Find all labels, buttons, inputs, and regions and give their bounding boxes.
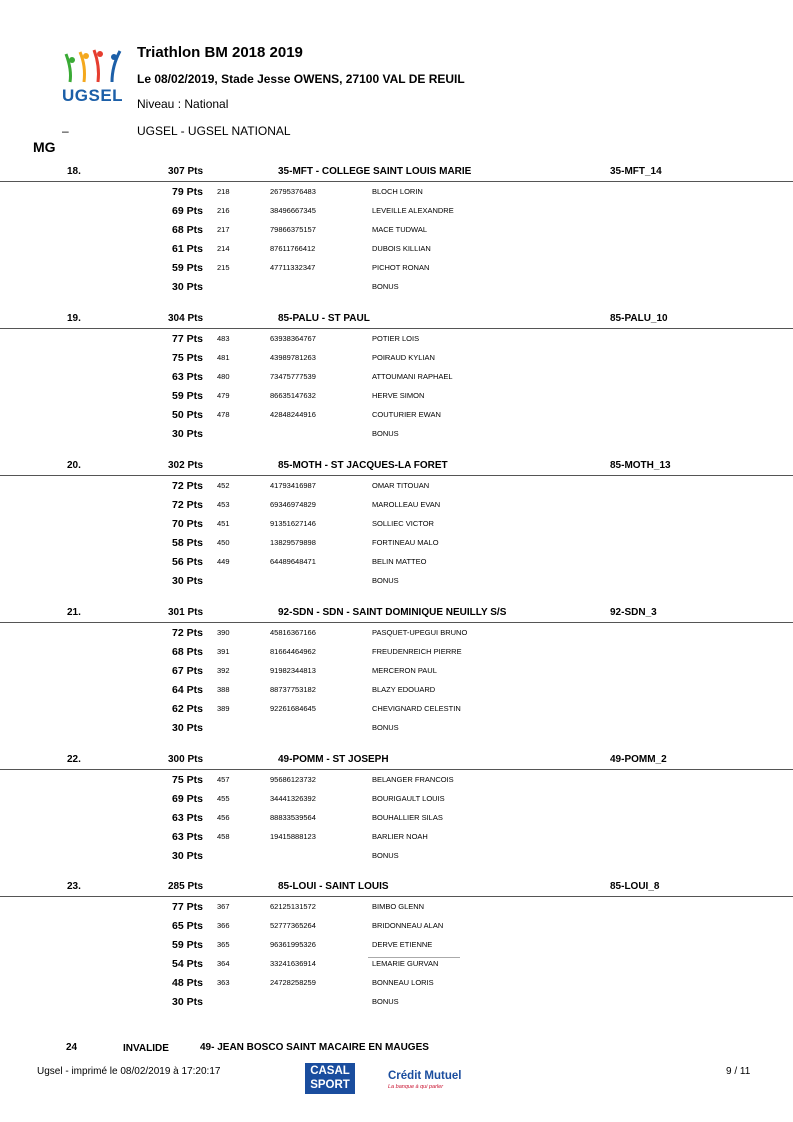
- athlete-points: 67 Pts: [172, 665, 203, 677]
- athlete-name: POIRAUD KYLIAN: [372, 353, 435, 362]
- athlete-row: [0, 827, 793, 846]
- team-row: [0, 310, 793, 329]
- athlete-license: 63938364767: [270, 334, 316, 343]
- athlete-bib: 392: [217, 666, 230, 675]
- athlete-license: 69346974829: [270, 500, 316, 509]
- team-code: 92-SDN_3: [610, 607, 657, 618]
- credit-mutuel-tagline: La banque à qui parler: [388, 1084, 444, 1090]
- credit-mutuel-name: Crédit Mutuel: [388, 1070, 462, 1082]
- athlete-name: BLAZY EDOUARD: [372, 685, 436, 694]
- team-rank: 20.: [67, 460, 81, 471]
- athlete-points: 48 Pts: [172, 977, 203, 989]
- athlete-license: 79866375157: [270, 225, 316, 234]
- athlete-points: 77 Pts: [172, 901, 203, 913]
- athlete-points: 30 Pts: [172, 996, 203, 1008]
- athlete-name: CHEVIGNARD CELESTIN: [372, 704, 461, 713]
- athlete-bib: 216: [217, 206, 230, 215]
- athlete-license: 64489648471: [270, 557, 316, 566]
- athlete-row: [0, 424, 793, 443]
- athlete-license: 33241636914: [270, 959, 316, 968]
- team-block: [0, 878, 793, 1011]
- athlete-points: 72 Pts: [172, 480, 203, 492]
- athlete-points: 69 Pts: [172, 205, 203, 217]
- athlete-bib: 390: [217, 628, 230, 637]
- athlete-row: [0, 201, 793, 220]
- athlete-bib: 452: [217, 481, 230, 490]
- athlete-row: [0, 846, 793, 865]
- team-block: [0, 604, 793, 737]
- athlete-row: [0, 258, 793, 277]
- athlete-row: [0, 386, 793, 405]
- team-points: 285 Pts: [168, 881, 204, 892]
- athlete-name: SOLLIEC VICTOR: [372, 519, 434, 528]
- athlete-license: 43989781263: [270, 353, 316, 362]
- athlete-row: [0, 789, 793, 808]
- athlete-name: DUBOIS KILLIAN: [372, 244, 431, 253]
- athlete-row: [0, 916, 793, 935]
- athlete-name: OMAR TITOUAN: [372, 481, 430, 490]
- athlete-license: 38496667345: [270, 206, 316, 215]
- athlete-license: 42848244916: [270, 410, 316, 419]
- team-points: 302 Pts: [168, 460, 204, 471]
- team-code: 85-MOTH_13: [610, 460, 671, 471]
- athlete-bib: 366: [217, 921, 230, 930]
- figures-icon: [60, 48, 128, 88]
- team-row: [0, 878, 793, 897]
- team-name: 85-PALU - ST PAUL: [278, 313, 370, 324]
- athlete-license: 92261684645: [270, 704, 316, 713]
- athlete-points: 30 Pts: [172, 575, 203, 587]
- athlete-name: BELANGER FRANCOIS: [372, 775, 454, 784]
- athlete-row: [0, 642, 793, 661]
- team-block: [0, 310, 793, 443]
- athlete-bib: 479: [217, 391, 230, 400]
- athlete-points: 56 Pts: [172, 556, 203, 568]
- athlete-bib: 455: [217, 794, 230, 803]
- athlete-name: BOUHALLIER SILAS: [372, 813, 443, 822]
- athlete-license: 47711332347: [270, 263, 316, 272]
- athlete-row: [0, 699, 793, 718]
- team-code: 49-POMM_2: [610, 754, 667, 765]
- athlete-name: BONUS: [372, 723, 399, 732]
- logo-text: UGSEL: [62, 86, 124, 105]
- athlete-bib: 218: [217, 187, 230, 196]
- athlete-bib: 478: [217, 410, 230, 419]
- athlete-bib: 215: [217, 263, 230, 272]
- athlete-bib: 450: [217, 538, 230, 547]
- athlete-name: BARLIER NOAH: [372, 832, 428, 841]
- athlete-points: 54 Pts: [172, 958, 203, 970]
- athlete-bib: 217: [217, 225, 230, 234]
- team-rank: 21.: [67, 607, 81, 618]
- credit-mutuel-logo: [386, 1070, 466, 1094]
- athlete-points: 65 Pts: [172, 920, 203, 932]
- athlete-name: BLOCH LORIN: [372, 187, 423, 196]
- athlete-bib: 391: [217, 647, 230, 656]
- athlete-name: BONUS: [372, 576, 399, 585]
- team-row: [0, 163, 793, 182]
- athlete-row: [0, 405, 793, 424]
- athlete-license: 19415888123: [270, 832, 316, 841]
- casal-line1: CASAL: [310, 1065, 350, 1077]
- athlete-bib: 451: [217, 519, 230, 528]
- team-name: 49-POMM - ST JOSEPH: [278, 754, 389, 765]
- athlete-license: 91351627146: [270, 519, 316, 528]
- athlete-license: 24728258259: [270, 978, 316, 987]
- casal-sport-logo: [305, 1063, 355, 1094]
- athlete-license: 86635147632: [270, 391, 316, 400]
- team-code: 85-PALU_10: [610, 313, 668, 324]
- athlete-bib: 389: [217, 704, 230, 713]
- athlete-row: [0, 571, 793, 590]
- athlete-row: [0, 770, 793, 789]
- athlete-bib: 457: [217, 775, 230, 784]
- athlete-license: 41793416987: [270, 481, 316, 490]
- athlete-bib: 458: [217, 832, 230, 841]
- athlete-points: 59 Pts: [172, 262, 203, 274]
- athlete-license: 34441326392: [270, 794, 316, 803]
- athlete-name: BONUS: [372, 282, 399, 291]
- athlete-row: [0, 718, 793, 737]
- team-points: 300 Pts: [168, 754, 204, 765]
- invalid-team-name: 49- JEAN BOSCO SAINT MACAIRE EN MAUGES: [200, 1042, 429, 1053]
- athlete-name: BRIDONNEAU ALAN: [372, 921, 444, 930]
- team-code: 35-MFT_14: [610, 166, 662, 177]
- event-level: Niveau : National: [137, 97, 229, 111]
- athlete-name: COUTURIER EWAN: [372, 410, 441, 419]
- athlete-name: DERVE ETIENNE: [372, 940, 433, 949]
- athlete-bib: 480: [217, 372, 230, 381]
- athlete-name: MERCERON PAUL: [372, 666, 437, 675]
- team-name: 92-SDN - SDN - SAINT DOMINIQUE NEUILLY S/S: [278, 607, 507, 618]
- team-points: 307 Pts: [168, 166, 204, 177]
- athlete-row: [0, 495, 793, 514]
- athlete-points: 72 Pts: [172, 499, 203, 511]
- athlete-license: 13829579898: [270, 538, 316, 547]
- athlete-points: 70 Pts: [172, 518, 203, 530]
- athlete-row: [0, 552, 793, 571]
- team-row: [0, 751, 793, 770]
- athlete-bib: 453: [217, 500, 230, 509]
- athlete-points: 50 Pts: [172, 409, 203, 421]
- team-rank: 18.: [67, 166, 81, 177]
- athlete-row: [0, 329, 793, 348]
- team-block: [0, 163, 793, 296]
- athlete-name: BELIN MATTEO: [372, 557, 427, 566]
- athlete-points: 59 Pts: [172, 390, 203, 402]
- athlete-name: BIMBO GLENN: [372, 902, 425, 911]
- athlete-bib: 481: [217, 353, 230, 362]
- athlete-points: 30 Pts: [172, 281, 203, 293]
- athlete-bib: 363: [217, 978, 230, 987]
- athlete-row: [0, 220, 793, 239]
- event-date-location: Le 08/02/2019, Stade Jesse OWENS, 27100 VAL DE REUIL: [137, 72, 465, 86]
- athlete-row: [0, 514, 793, 533]
- athlete-points: 62 Pts: [172, 703, 203, 715]
- athlete-name: FORTINEAU MALO: [372, 538, 439, 547]
- athlete-license: 62125131572: [270, 902, 316, 911]
- team-row: [0, 457, 793, 476]
- page-number: 9 / 11: [726, 1066, 751, 1077]
- athlete-name: ATTOUMANI RAPHAEL: [372, 372, 453, 381]
- athlete-license: 96361995326: [270, 940, 316, 949]
- athlete-bib: 364: [217, 959, 230, 968]
- athlete-points: 30 Pts: [172, 722, 203, 734]
- athlete-license: 73475777539: [270, 372, 316, 381]
- athlete-points: 63 Pts: [172, 371, 203, 383]
- team-block: [0, 751, 793, 865]
- invalid-rank: 24: [66, 1042, 78, 1053]
- athlete-points: 63 Pts: [172, 812, 203, 824]
- athlete-name: BONUS: [372, 429, 399, 438]
- athlete-row: [0, 533, 793, 552]
- athlete-bib: 365: [217, 940, 230, 949]
- page-title: Triathlon BM 2018 2019: [137, 44, 303, 61]
- casal-line2: SPORT: [310, 1079, 350, 1091]
- athlete-row: [0, 935, 793, 954]
- athlete-row: [0, 348, 793, 367]
- team-name: 35-MFT - COLLEGE SAINT LOUIS MARIE: [278, 166, 472, 177]
- athlete-license: 81664464962: [270, 647, 316, 656]
- team-rank: 19.: [67, 313, 81, 324]
- team-name: 85-MOTH - ST JACQUES-LA FORET: [278, 460, 448, 471]
- athlete-bib: 483: [217, 334, 230, 343]
- athlete-row: [0, 239, 793, 258]
- invalid-status: INVALIDE: [123, 1043, 169, 1054]
- header-dash: –: [62, 124, 69, 138]
- athlete-points: 30 Pts: [172, 428, 203, 440]
- athlete-points: 63 Pts: [172, 831, 203, 843]
- athlete-row: [0, 182, 793, 201]
- athlete-name: LEMARIE GURVAN: [372, 959, 439, 968]
- category-label: MG: [33, 139, 56, 155]
- athlete-license: 95686123732: [270, 775, 316, 784]
- athlete-row: [0, 680, 793, 699]
- athlete-bib: 367: [217, 902, 230, 911]
- athlete-points: 68 Pts: [172, 646, 203, 658]
- athlete-name: HERVE SIMON: [372, 391, 425, 400]
- athlete-license: 52777365264: [270, 921, 316, 930]
- athlete-bib: 388: [217, 685, 230, 694]
- athlete-points: 69 Pts: [172, 793, 203, 805]
- athlete-points: 75 Pts: [172, 774, 203, 786]
- athlete-name: BONUS: [372, 997, 399, 1006]
- print-timestamp: Ugsel - imprimé le 08/02/2019 à 17:20:17: [37, 1066, 221, 1077]
- athlete-license: 26795376483: [270, 187, 316, 196]
- athlete-bib: 449: [217, 557, 230, 566]
- athlete-points: 58 Pts: [172, 537, 203, 549]
- athlete-row: [0, 277, 793, 296]
- team-code: 85-LOUI_8: [610, 881, 660, 892]
- athlete-points: 59 Pts: [172, 939, 203, 951]
- team-points: 301 Pts: [168, 607, 204, 618]
- athlete-row: [0, 367, 793, 386]
- athlete-points: 77 Pts: [172, 333, 203, 345]
- team-name: 85-LOUI - SAINT LOUIS: [278, 881, 389, 892]
- athlete-row: [0, 661, 793, 680]
- athlete-points: 64 Pts: [172, 684, 203, 696]
- athlete-name: MAROLLEAU EVAN: [372, 500, 441, 509]
- athlete-license: 88737753182: [270, 685, 316, 694]
- team-block: [0, 457, 793, 590]
- athlete-license: 91982344813: [270, 666, 316, 675]
- athlete-points: 79 Pts: [172, 186, 203, 198]
- athlete-license: 88833539564: [270, 813, 316, 822]
- athlete-points: 72 Pts: [172, 627, 203, 639]
- athlete-row: [0, 623, 793, 642]
- athlete-row: [0, 808, 793, 827]
- team-rank: 23.: [67, 881, 81, 892]
- athlete-license: 45816367166: [270, 628, 316, 637]
- athlete-row: [0, 992, 793, 1011]
- team-points: 304 Pts: [168, 313, 204, 324]
- team-rank: 22.: [67, 754, 81, 765]
- athlete-row: [0, 897, 793, 916]
- athlete-row: [0, 476, 793, 495]
- athlete-name: LEVEILLE ALEXANDRE: [372, 206, 454, 215]
- team-row: [0, 604, 793, 623]
- athlete-name: BONNEAU LORIS: [372, 978, 434, 987]
- athlete-name: MACE TUDWAL: [372, 225, 428, 234]
- athlete-name: BONUS: [372, 851, 399, 860]
- athlete-name: PASQUET-UPEGUI BRUNO: [372, 628, 468, 637]
- ugsel-logo: [60, 48, 128, 106]
- athlete-points: 68 Pts: [172, 224, 203, 236]
- athlete-name: POTIER LOIS: [372, 334, 420, 343]
- athlete-row: [0, 973, 793, 992]
- athlete-name: BOURIGAULT LOUIS: [372, 794, 445, 803]
- athlete-bib: 456: [217, 813, 230, 822]
- athlete-name: FREUDENREICH PIERRE: [372, 647, 462, 656]
- athlete-name: PICHOT RONAN: [372, 263, 430, 272]
- athlete-points: 30 Pts: [172, 850, 203, 862]
- organization: UGSEL - UGSEL NATIONAL: [137, 124, 291, 138]
- athlete-points: 75 Pts: [172, 352, 203, 364]
- athlete-points: 61 Pts: [172, 243, 203, 255]
- athlete-bib: 214: [217, 244, 230, 253]
- athlete-license: 87611766412: [270, 244, 316, 253]
- separator-line: [368, 957, 460, 958]
